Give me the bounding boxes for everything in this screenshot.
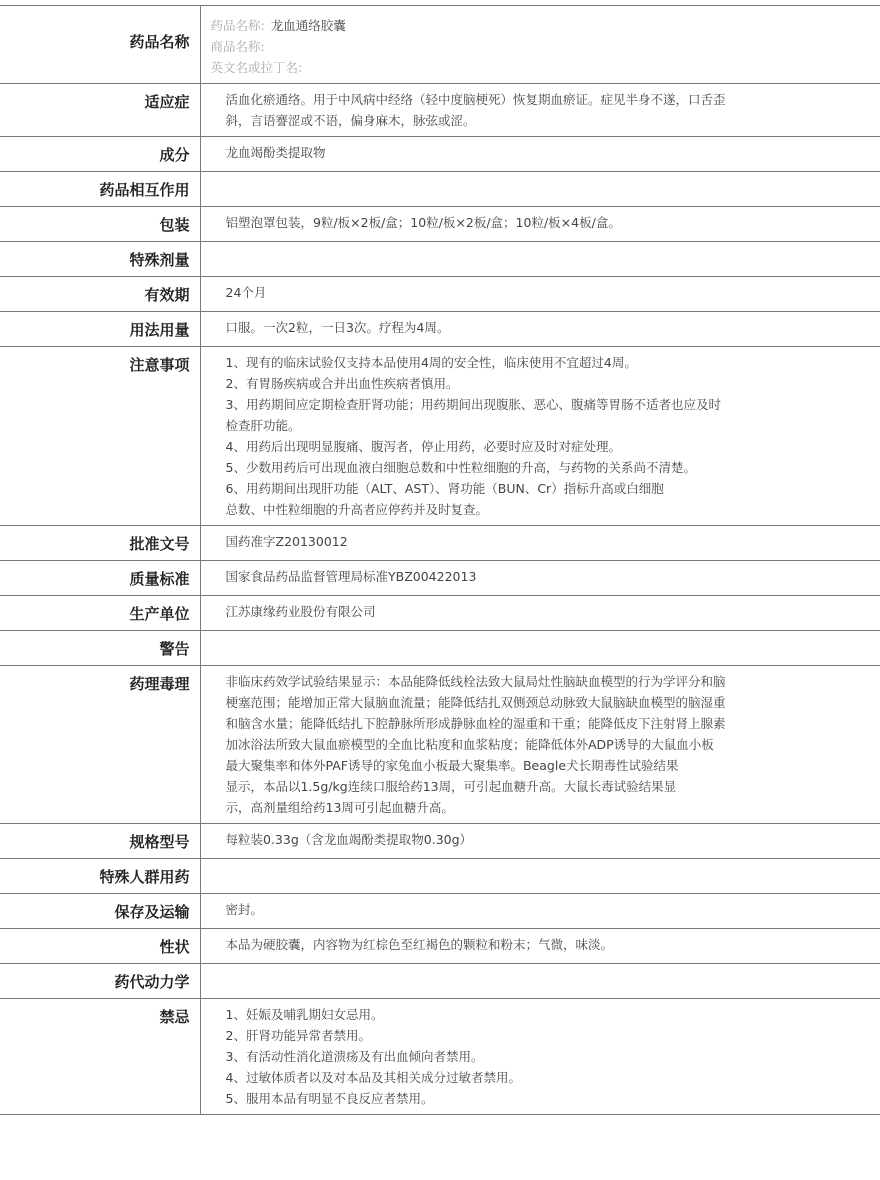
content-line: 活血化瘀通络。用于中风病中经络（轻中度脑梗死）恢复期血瘀证。症见半身不遂，口舌歪 [225,92,726,107]
content-line: 24个月 [225,285,267,300]
content-line: 口服。一次2粒，一日3次。疗程为4周。 [225,320,450,335]
row-label: 特殊剂量 [0,242,200,277]
row-label-drug-name: 药品名称 [0,6,200,84]
content-line: 3、用药期间应定期检查肝肾功能；用药期间出现腹胀、恶心、腹痛等胃肠不适者也应及时 [225,397,721,412]
content-line: 5、少数用药后可出现血液白细胞总数和中性粒细胞的升高，与药物的关系尚不清楚。 [225,460,696,475]
row-contraindications [0,999,880,1115]
content-line: 5、服用本品有明显不良反应者禁用。 [225,1091,434,1106]
row-manufacturer [0,596,880,631]
row-content [200,824,880,859]
row-expiry [0,277,880,312]
row-storage [0,894,880,929]
generic-name-line [211,15,861,36]
content-line: 1、现有的临床试验仅支持本品使用4周的安全性，临床使用不宜超过4周。 [225,355,637,370]
content-line: 龙血竭酚类提取物 [225,145,326,160]
row-label: 保存及运输 [0,894,200,929]
row-content [200,929,880,964]
row-content [200,312,880,347]
row-special-population [0,859,880,894]
row-content [200,964,880,999]
row-content [200,207,880,242]
row-indications [0,84,880,137]
row-label: 批准文号 [0,526,200,561]
row-label: 适应症 [0,84,200,137]
row-ingredients [0,137,880,172]
row-specification [0,824,880,859]
row-label: 药理毒理 [0,666,200,824]
content-line: 加冰浴法所致大鼠血瘀模型的全血比粘度和血浆粘度；能降低体外ADP诱导的大鼠血小板 [225,737,714,752]
row-content [200,277,880,312]
trade-name-line [211,36,861,57]
content-line: 示，高剂量组给药13周可引起血糖升高。 [225,800,454,815]
english-name-line [211,57,861,78]
content-line: 国家食品药品监督管理局标准YBZ00422013 [225,569,477,584]
row-content [200,894,880,929]
row-packaging [0,207,880,242]
content-line: 最大聚集率和体外PAF诱导的家兔血小板最大聚集率。Beagle犬长期毒性试验结果 [225,758,679,773]
content-line: 1、妊娠及哺乳期妇女忌用。 [225,1007,384,1022]
row-drug-name [0,6,880,84]
content-line: 本品为硬胶囊，内容物为红棕色至红褐色的颗粒和粉末；气微，味淡。 [225,937,614,952]
content-line: 总数、中性粒细胞的升高者应停药并及时复查。 [225,502,489,517]
row-precautions [0,347,880,526]
content-line: 显示，本品以1.5g/kg连续口服给药13周，可引起血糖升高。大鼠长毒试验结果显 [225,779,677,794]
row-content [200,859,880,894]
content-line: 斜，言语謇涩或不语，偏身麻木，脉弦或涩。 [225,113,476,128]
row-label: 注意事项 [0,347,200,526]
row-label: 性状 [0,929,200,964]
row-content [200,172,880,207]
content-line: 密封。 [225,902,264,917]
row-label: 包装 [0,207,200,242]
row-label: 禁忌 [0,999,200,1115]
row-content [200,347,880,526]
row-content [200,596,880,631]
content-line: 3、有活动性消化道溃疡及有出血倾向者禁用。 [225,1049,484,1064]
row-pharmacokinetics [0,964,880,999]
generic-name-value: 龙血通络胶囊 [270,18,346,33]
row-label: 规格型号 [0,824,200,859]
content-line: 检查肝功能。 [225,418,301,433]
row-approval-number [0,526,880,561]
content-line: 每粒装0.33g（含龙血竭酚类提取物0.30g） [225,832,473,847]
drug-name-cell [200,6,880,84]
row-content [200,666,880,824]
row-label: 生产单位 [0,596,200,631]
row-toxicology [0,666,880,824]
row-appearance [0,929,880,964]
row-special-dosage [0,242,880,277]
content-line: 梗塞范围；能增加正常大鼠脑血流量；能降低结扎双侧颈总动脉致大鼠脑缺血模型的脑湿重 [225,695,726,710]
content-line: 国药准字Z20130012 [225,534,348,549]
content-line: 6、用药期间出现肝功能（ALT、AST）、肾功能（BUN、Cr）指标升高或白细胞 [225,481,664,496]
content-line: 4、过敏体质者以及对本品及其相关成分过敏者禁用。 [225,1070,521,1085]
row-label: 药代动力学 [0,964,200,999]
row-content [200,631,880,666]
row-label: 警告 [0,631,200,666]
row-content [200,242,880,277]
trade-name-label: 商品名称: [210,39,265,54]
row-content [200,999,880,1115]
row-quality-standard [0,561,880,596]
row-label: 用法用量 [0,312,200,347]
row-content [200,526,880,561]
row-content [200,137,880,172]
generic-name-label: 药品名称: [210,18,265,33]
row-label: 有效期 [0,277,200,312]
english-name-label: 英文名或拉丁名: [210,60,303,75]
row-label: 药品相互作用 [0,172,200,207]
drug-info-table [0,5,880,1115]
row-label: 质量标准 [0,561,200,596]
content-line: 2、有胃肠疾病或合并出血性疾病者慎用。 [225,376,459,391]
content-line: 和脑含水量；能降低结扎下腔静脉所形成静脉血栓的湿重和干重；能降低皮下注射肾上腺素 [225,716,726,731]
row-content [200,561,880,596]
row-interactions [0,172,880,207]
row-label: 特殊人群用药 [0,859,200,894]
content-line: 2、肝肾功能异常者禁用。 [225,1028,371,1043]
content-line: 4、用药后出现明显腹痛、腹泻者，停止用药，必要时应及时对症处理。 [225,439,621,454]
row-label: 成分 [0,137,200,172]
content-line: 铝塑泡罩包装，9粒/板×2板/盒；10粒/板×2板/盒；10粒/板×4板/盒。 [225,215,621,230]
row-warning [0,631,880,666]
content-line: 江苏康缘药业股份有限公司 [225,604,376,619]
row-content [200,84,880,137]
row-usage [0,312,880,347]
content-line: 非临床药效学试验结果显示：本品能降低线栓法致大鼠局灶性脑缺血模型的行为学评分和脑 [225,674,726,689]
